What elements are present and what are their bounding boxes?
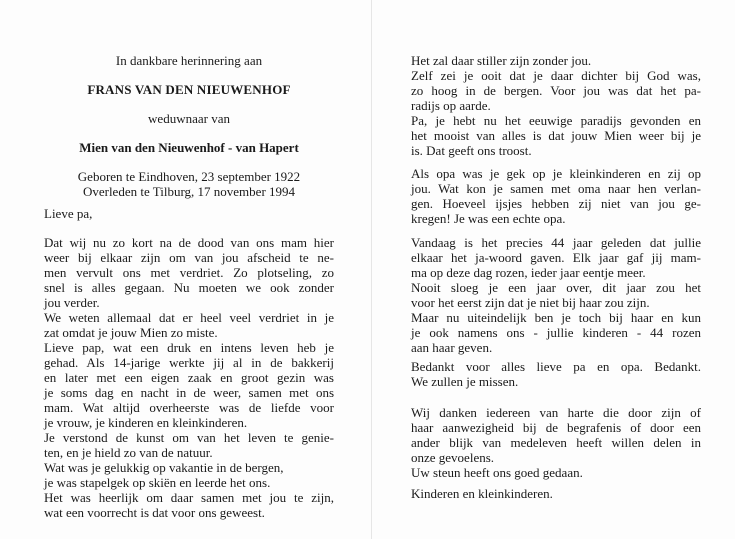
text-line: Wij danken iedereen van harte die door zijn of (411, 405, 701, 420)
text-line: Het was heerlijk om daar samen met jou te zijn, (44, 490, 334, 505)
text-line: Vandaag is het precies 44 jaar geleden dat jullie (411, 235, 701, 250)
intro-text: In dankbare herinnering aan (115, 53, 263, 68)
text-line: je vrouw, je kinderen en kleinkinderen. (44, 415, 248, 430)
text-line: jou verder. (44, 295, 100, 310)
text-line: is. Dat geeft ons troost. (411, 143, 532, 158)
spouse-name: Mien van den Nieuwenhof - van Hapert (79, 140, 299, 155)
text-line: wat een voorrecht is dat voor ons geweest. (44, 505, 265, 520)
text-line: Lieve pap, wat een druk en intens leven heb je (44, 340, 334, 355)
text-line: Als opa was je gek op je kleinkinderen en zij op (411, 166, 701, 181)
text-line: Bedankt voor alles lieve pa en opa. Bedankt. (411, 359, 701, 374)
text-line: snel is alles gegaan. Nu moeten we ook zonder (44, 280, 334, 295)
text-line: mam. Wat altijd overheerste was de liefde voor (44, 400, 334, 415)
paragraph-5 (411, 405, 701, 480)
signature: Kinderen en kleinkinderen. (411, 486, 553, 501)
text-line: zo hoog in de bergen. Voor jou was dat het pa- (411, 83, 701, 98)
text-line: aan haar geven. (411, 340, 493, 355)
text-line: elkaar het ja-woord gaven. Elk jaar gaf jij mam- (411, 250, 701, 265)
text-line: ten, en je hield zo van de natuur. (44, 445, 213, 460)
text-line: je was stapelgek op skiën en leerde het ons. (44, 475, 271, 490)
text-line: je soms dag en nacht in de weer, samen met ons (44, 385, 334, 400)
text-line: haar aanwezigheid bij de begrafenis of door een (411, 420, 701, 435)
text-line: zat omdat je jouw Mien zo miste. (44, 325, 218, 340)
text-line: gehad. Als 14-jarige werkte jij al in de bakkerij (44, 355, 334, 370)
paragraph-2 (411, 166, 701, 226)
text-line: Wat was je gelukkig op vakantie in de bergen, (44, 460, 284, 475)
fold-line (371, 0, 372, 539)
text-line: voor het eerst zijn dat je niet bij haar zou zijn. (411, 295, 650, 310)
relation-text: weduwnaar van (148, 111, 230, 126)
text-line: jou. Wat kon je samen met oma naar hen verlan- (411, 181, 701, 196)
text-line: kregen! Je was een echte opa. (411, 211, 566, 226)
text-line: Het zal daar stiller zijn zonder jou. (411, 53, 592, 68)
text-line: radijs op aarde. (411, 98, 491, 113)
paragraph-4 (411, 359, 701, 389)
paragraph-1 (411, 53, 701, 158)
text-line: weer bij elkaar zijn om van jou afscheid te ne- (44, 250, 334, 265)
paragraph-3 (411, 235, 701, 355)
death-line: Overleden te Tilburg, 17 november 1994 (82, 184, 296, 199)
text-line: je ook namens ons - jullie kinderen - 44 rozen (411, 325, 701, 340)
text-line: We zullen je missen. (411, 374, 519, 389)
text-line: gen. Hoeveel ijsjes hebben zij niet van jou ge- (411, 196, 701, 211)
text-line: onze gevoelens. (411, 450, 495, 465)
text-line: het mooist van alles is dat jouw Mien weer bij je (411, 128, 701, 143)
text-line: Nooit sloeg je een jaar over, dit jaar zou het (411, 280, 701, 295)
birth-line: Geboren te Eindhoven, 23 september 1922 (77, 169, 301, 184)
text-line: Je verstond de kunst om van het leven te genie- (44, 430, 334, 445)
text-line: ander blijk van medeleven heeft willen delen in (411, 435, 701, 450)
deceased-name: FRANS VAN DEN NIEUWENHOF (87, 82, 291, 97)
text-line: Zelf zei je ooit dat je daar dichter bij God was, (411, 68, 701, 83)
text-line: men vervult ons met verdriet. Zo plotseling, zo (44, 265, 334, 280)
text-line: en later met een eigen zaak en groot gezin was (44, 370, 334, 385)
text-line: Dat wij nu zo kort na de dood van ons mam hier (44, 235, 334, 250)
text-line: Uw steun heeft ons goed gedaan. (411, 465, 583, 480)
body-text (44, 235, 334, 520)
text-line: ma op deze dag rozen, ieder jaar eentje meer. (411, 265, 646, 280)
text-line: We weten allemaal dat er heel veel verdriet in je (44, 310, 334, 325)
text-line: Maar nu uiteindelijk ben je toch bij haar en kun (411, 310, 701, 325)
salutation: Lieve pa, (44, 206, 93, 221)
text-line: Pa, je hebt nu het eeuwige paradijs gevonden en (411, 113, 701, 128)
